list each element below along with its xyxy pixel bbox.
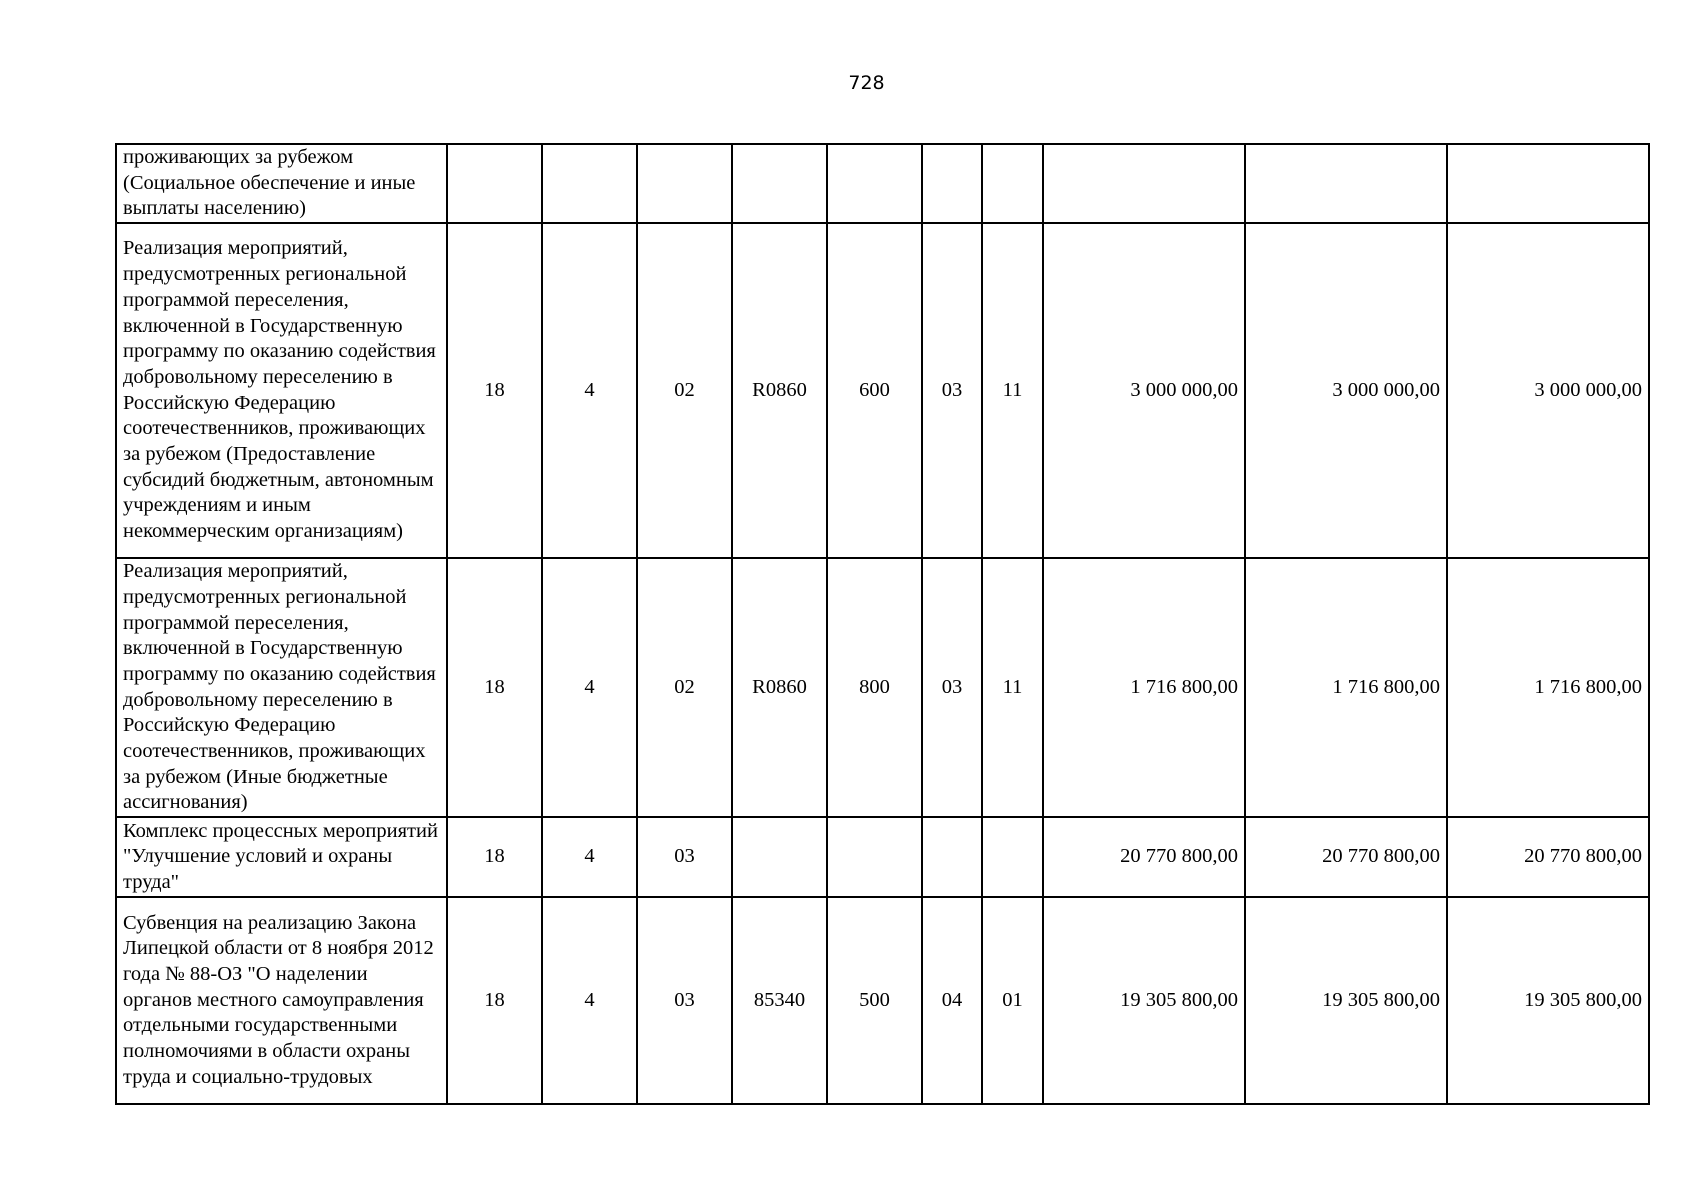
code-subprogram <box>542 144 637 223</box>
code-complex: 03 <box>637 817 732 897</box>
code-subprogram: 4 <box>542 223 637 558</box>
row-description: Субвенция на реализацию Закона Липецкой области от 8 ноября 2012 года № 88-ОЗ "О наделении органов местного самоуправления отдельными государственными полномочиями в области охраны труда и социально-трудовых <box>116 897 447 1104</box>
code-direction: R0860 <box>732 223 827 558</box>
code-program: 18 <box>447 817 542 897</box>
budget-table <box>115 143 1650 1105</box>
amount-year-1: 1 716 800,00 <box>1043 558 1245 817</box>
code-program <box>447 144 542 223</box>
row-description: Реализация мероприятий, предусмотренных региональной программой переселения, включенной в Государственную программу по оказанию содействия добровольному переселению в Российскую Федерацию соотечественников, проживающих за рубежом (Иные бюджетные ассигнования) <box>116 558 447 817</box>
code-direction: R0860 <box>732 558 827 817</box>
amount-year-3: 1 716 800,00 <box>1447 558 1649 817</box>
code-section <box>922 144 982 223</box>
amount-year-2 <box>1245 144 1447 223</box>
table-row <box>116 897 1649 1104</box>
code-expense-type: 800 <box>827 558 922 817</box>
code-direction <box>732 144 827 223</box>
code-subsection: 01 <box>982 897 1043 1104</box>
code-complex: 03 <box>637 897 732 1104</box>
amount-year-2: 19 305 800,00 <box>1245 897 1447 1104</box>
code-direction <box>732 817 827 897</box>
page-number: 728 <box>848 72 885 94</box>
code-subprogram: 4 <box>542 817 637 897</box>
code-expense-type <box>827 817 922 897</box>
amount-year-3: 3 000 000,00 <box>1447 223 1649 558</box>
code-complex: 02 <box>637 223 732 558</box>
code-program: 18 <box>447 897 542 1104</box>
table-row <box>116 223 1649 558</box>
code-direction: 85340 <box>732 897 827 1104</box>
table-row <box>116 144 1649 223</box>
amount-year-2: 1 716 800,00 <box>1245 558 1447 817</box>
amount-year-2: 3 000 000,00 <box>1245 223 1447 558</box>
code-subsection: 11 <box>982 223 1043 558</box>
amount-year-3: 20 770 800,00 <box>1447 817 1649 897</box>
code-expense-type: 600 <box>827 223 922 558</box>
amount-year-3 <box>1447 144 1649 223</box>
code-section <box>922 817 982 897</box>
code-section: 03 <box>922 223 982 558</box>
amount-year-1: 3 000 000,00 <box>1043 223 1245 558</box>
code-subsection <box>982 144 1043 223</box>
code-subprogram: 4 <box>542 897 637 1104</box>
amount-year-3: 19 305 800,00 <box>1447 897 1649 1104</box>
table-row <box>116 817 1649 897</box>
code-subsection: 11 <box>982 558 1043 817</box>
row-description: Комплекс процессных мероприятий "Улучшение условий и охраны труда" <box>116 817 447 897</box>
row-description: Реализация мероприятий, предусмотренных региональной программой переселения, включенной в Государственную программу по оказанию содействия добровольному переселению в Российскую Федерацию соотечественников, проживающих за рубежом (Предоставление субсидий бюджетным, автономным учреждениям и иным некоммерческим организациям) <box>116 223 447 558</box>
amount-year-1: 20 770 800,00 <box>1043 817 1245 897</box>
code-subsection <box>982 817 1043 897</box>
code-subprogram: 4 <box>542 558 637 817</box>
amount-year-1 <box>1043 144 1245 223</box>
code-section: 03 <box>922 558 982 817</box>
row-description: проживающих за рубежом (Социальное обеспечение и иные выплаты населению) <box>116 144 447 223</box>
amount-year-1: 19 305 800,00 <box>1043 897 1245 1104</box>
code-expense-type <box>827 144 922 223</box>
code-complex <box>637 144 732 223</box>
table-row <box>116 558 1649 817</box>
code-expense-type: 500 <box>827 897 922 1104</box>
code-complex: 02 <box>637 558 732 817</box>
code-program: 18 <box>447 223 542 558</box>
code-program: 18 <box>447 558 542 817</box>
code-section: 04 <box>922 897 982 1104</box>
amount-year-2: 20 770 800,00 <box>1245 817 1447 897</box>
